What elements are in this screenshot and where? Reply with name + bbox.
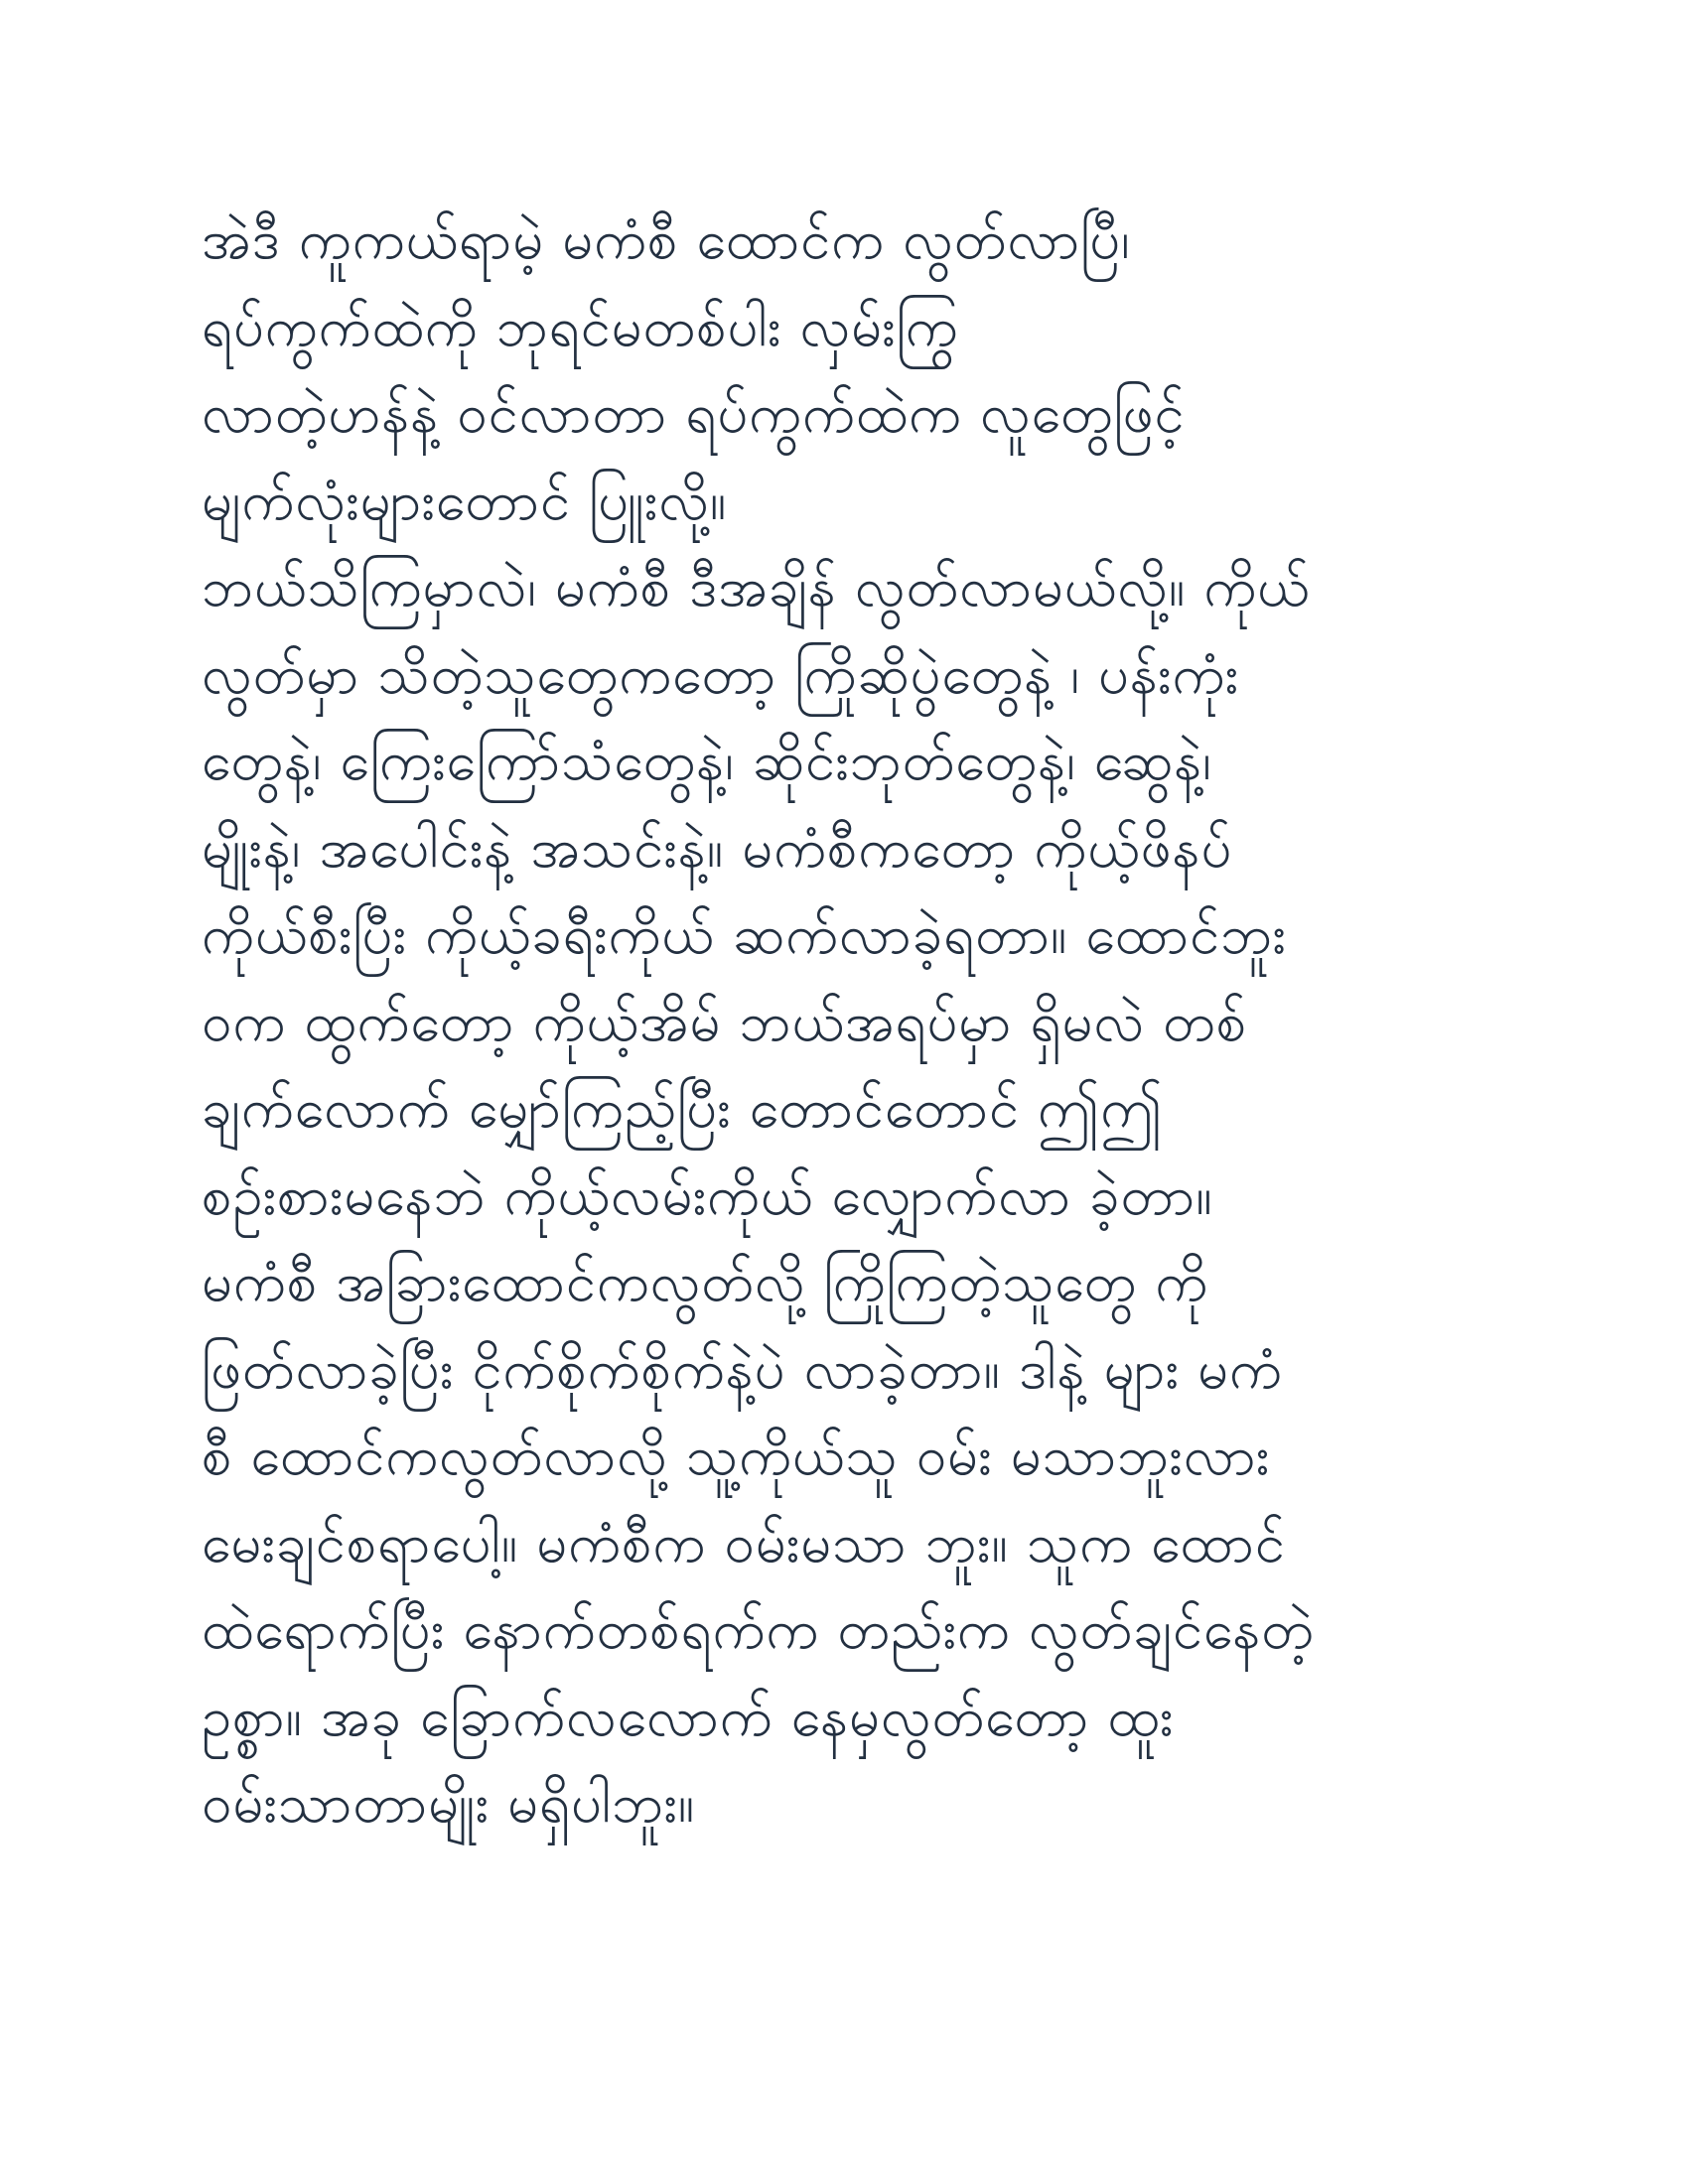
text-line: တွေနဲ့၊ ကြေးကြော်သံတွေနဲ့၊ ဆိုင်းဘုတ်တွေနဲ့၊ ဆွေနဲ့၊ [202,730,1212,792]
text-line: မကံစီ အခြားထောင်ကလွတ်လို့ ကြိုကြတဲ့သူတွေ ကို [202,1251,1209,1313]
text-line: လာတဲ့ဟန်နဲ့ ဝင်လာတာ ရပ်ကွက်ထဲက လူတွေဖြင့် [202,382,1186,445]
text-line: မျိုးနဲ့၊ အပေါင်းနဲ့ အသင်းနဲ့။ မကံစီကတော့ ကိုယ့်ဖိနပ် [202,816,1233,880]
text-line: လွတ်မှာ သိတဲ့သူတွေကတော့ ကြိုဆိုပွဲတွေနဲ့ ၊ ပန်းကုံး [202,642,1240,706]
body-text [202,197,1492,1847]
text-line: စဉ်းစားမနေဘဲ ကိုယ့်လမ်းကိုယ် လျှောက်လာ ခဲ့တာ။ [202,1163,1213,1227]
text-line: ဖြတ်လာခဲ့ပြီး ငိုက်စိုက်စိုက်နဲ့ပဲ လာခဲ့တာ။ ဒါနဲ့ များ မကံ [202,1337,1283,1401]
text-line: ဘယ်သိကြမှာလဲ၊ မကံစီ ဒီအချိန် လွတ်လာမယ်လို့။ ကိုယ် [202,556,1311,618]
text-line: စီ ထောင်ကလွတ်လာလို့ သူ့ကိုယ်သူ ဝမ်း မသာဘူးလား [202,1425,1271,1487]
text-line: ချက်လောက် မျှော်ကြည့်ပြီး တောင်တောင် ဤဤ [202,1077,1164,1140]
text-line: ဥစ္စာ။ အခု ခြောက်လလောက် နေမှလွတ်တော့ ထူး [202,1685,1175,1748]
text-line: မျက်လုံးများတောင် ပြူးလို့။ [202,469,728,532]
text-line: ဝက ထွက်တော့ ကိုယ့်အိမ် ဘယ်အရပ်မှာ ရှိမလဲ တစ် [202,990,1248,1053]
text-line: ကိုယ်စီးပြီး ကိုယ့်ခရီးကိုယ် ဆက်လာခဲ့ရတာ။ ထောင်ဘူး [202,903,1287,966]
text-line: ရပ်ကွက်ထဲကို ဘုရင်မတစ်ပါး လှမ်းကြွ [202,295,959,358]
text-line: ဝမ်းသာတာမျိုး မရှိပါဘူး။ [202,1772,696,1835]
text-line: ထဲရောက်ပြီး နောက်တစ်ရက်က တည်းက လွတ်ချင်နေတဲ့ [202,1598,1315,1661]
text-line: မေးချင်စရာပေါ့။ မကံစီက ဝမ်းမသာ ဘူး။ သူက ထောင် [202,1511,1286,1574]
text-line: အဲဒီ ကူကယ်ရာမဲ့ မကံစီ ထောင်က လွတ်လာပြီ၊ [202,208,1131,271]
